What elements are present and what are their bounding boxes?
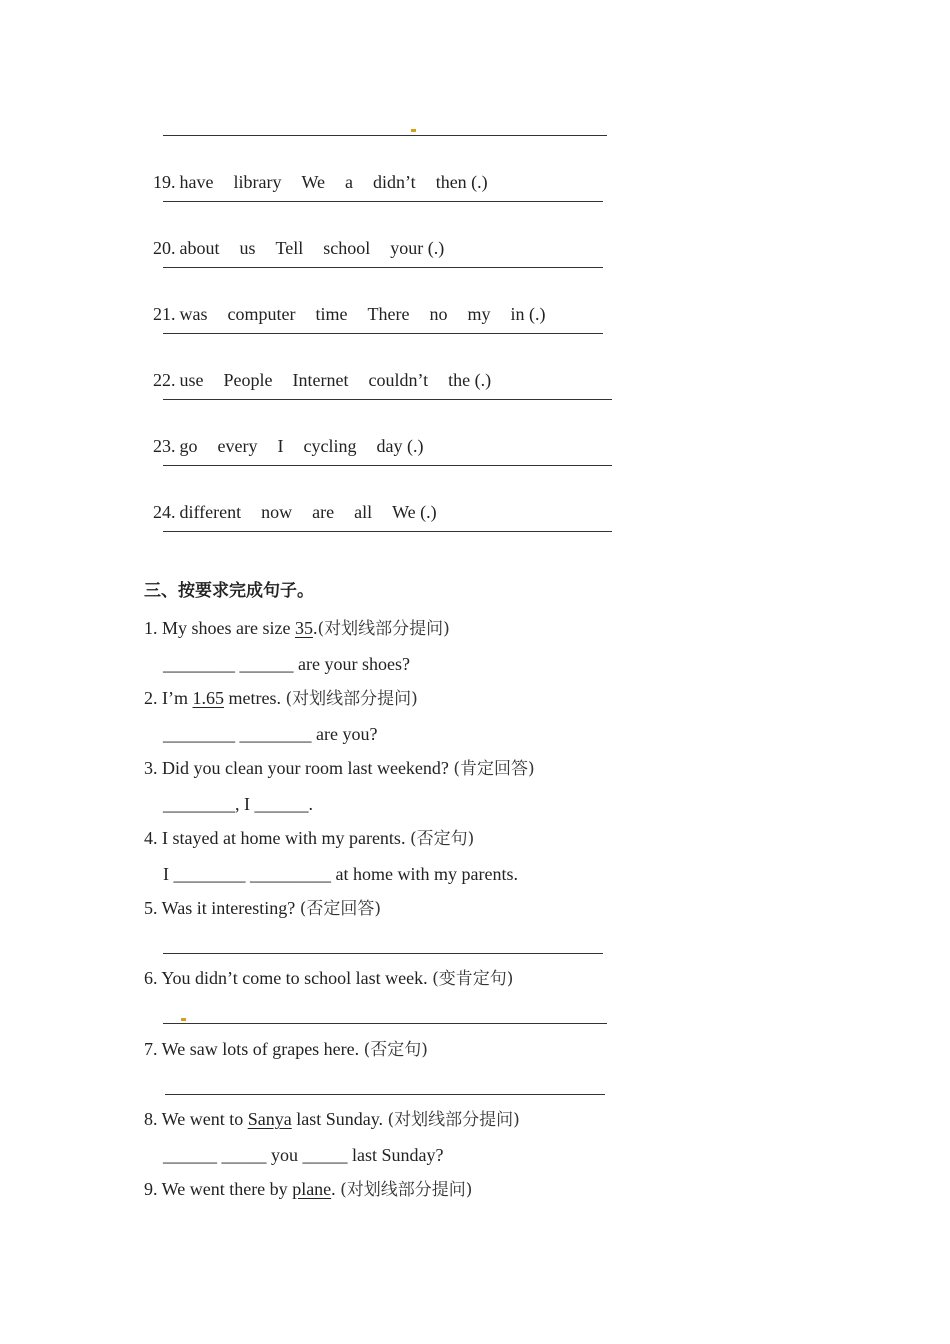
answer-line[interactable] (163, 399, 612, 400)
reorder-question-20: 20. about us Tell school your (.) (153, 238, 445, 258)
answer-line[interactable] (163, 1023, 607, 1024)
answer-line[interactable] (163, 953, 603, 954)
sentence-question-7: 7. We saw lots of grapes here. (否定句) (144, 1039, 428, 1060)
sentence-question-3: 3. Did you clean your room last weekend? (肯定回答) (144, 758, 535, 779)
instruction-note: (对划线部分提问) (340, 1180, 473, 1200)
instruction-note: (对划线部分提问) (387, 1110, 520, 1130)
answer-blank-line[interactable]: ______ _____ you _____ last Sunday? (163, 1145, 444, 1165)
instruction-note: (否定回答) (299, 899, 381, 919)
question-number: 23. (153, 436, 176, 456)
answer-line[interactable] (163, 333, 603, 334)
section-title: 三、按要求完成句子。 (144, 581, 314, 601)
question-number: 19. (153, 172, 176, 192)
sentence-question-1: 1. My shoes are size 35.(对划线部分提问) (144, 618, 450, 639)
answer-blank-line[interactable]: ________ ________ are you? (163, 724, 378, 744)
instruction-note: (对划线部分提问) (317, 619, 450, 639)
reorder-question-19: 19. have library We a didn’t then (.) (153, 172, 488, 192)
answer-line[interactable] (163, 135, 607, 136)
answer-line[interactable] (163, 267, 603, 268)
sentence-question-5: 5. Was it interesting? (否定回答) (144, 898, 381, 919)
answer-blank-line[interactable]: I ________ _________ at home with my parents. (163, 864, 518, 884)
sentence-question-8: 8. We went to Sanya last Sunday. (对划线部分提问) (144, 1109, 520, 1130)
instruction-note: (变肯定句) (432, 969, 514, 989)
instruction-note: (对划线部分提问) (285, 689, 418, 709)
answer-blank-line[interactable]: ________, I ______. (163, 794, 313, 814)
sentence-question-9: 9. We went there by plane. (对划线部分提问) (144, 1179, 473, 1200)
answer-line[interactable] (163, 201, 603, 202)
reorder-question-23: 23. go every I cycling day (.) (153, 436, 424, 456)
sentence-question-6: 6. You didn’t come to school last week. (变肯定句) (144, 968, 514, 989)
answer-blank-line[interactable]: ________ ______ are your shoes? (163, 654, 410, 674)
instruction-note: (否定句) (363, 1040, 428, 1060)
answer-line[interactable] (163, 465, 612, 466)
question-number: 20. (153, 238, 176, 258)
answer-line[interactable] (163, 531, 612, 532)
reorder-question-22: 22. use People Internet couldn’t the (.) (153, 370, 492, 390)
underlined-part: 35 (294, 618, 313, 638)
underlined-part: plane (292, 1179, 332, 1199)
sentence-question-2: 2. I’m 1.65 metres. (对划线部分提问) (144, 688, 418, 709)
question-number: 21. (153, 304, 176, 324)
sentence-question-4: 4. I stayed at home with my parents. (否定句) (144, 828, 475, 849)
highlight-mark (411, 129, 416, 132)
question-number: 24. (153, 502, 176, 522)
underlined-part: Sanya (247, 1109, 292, 1129)
answer-line[interactable] (165, 1094, 605, 1095)
reorder-question-24: 24. different now are all We (.) (153, 502, 437, 522)
reorder-question-21: 21. was computer time There no my in (.) (153, 304, 546, 324)
highlight-mark (181, 1018, 186, 1021)
instruction-note: (肯定回答) (453, 759, 535, 779)
underlined-part: 1.65 (192, 688, 224, 708)
instruction-note: (否定句) (409, 829, 475, 849)
question-number: 22. (153, 370, 176, 390)
